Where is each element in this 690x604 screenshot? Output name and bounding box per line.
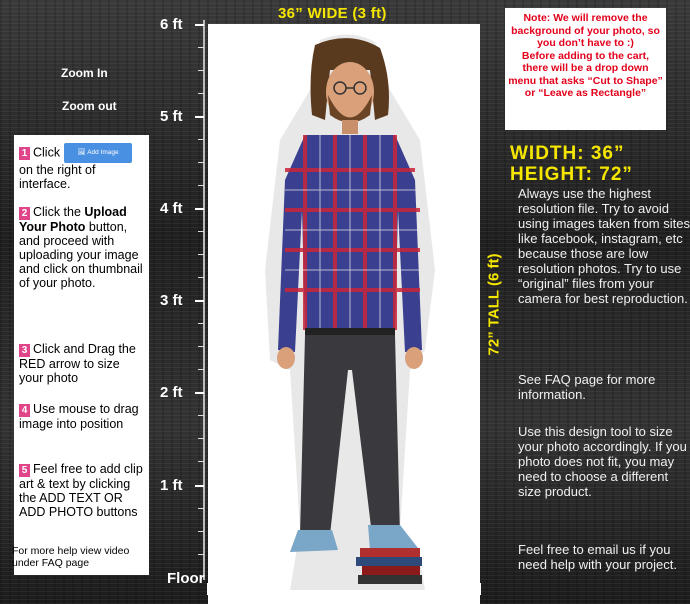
ruler-mark-1ft: 1 ft	[160, 477, 183, 494]
faq-info: See FAQ page for more information.	[518, 372, 656, 402]
ruler-minor-tick	[198, 438, 204, 439]
ruler-mark-2ft: 2 ft	[160, 384, 183, 401]
step-number: 4	[19, 404, 30, 417]
step-text: Feel free to add clip art & text by clicking the ADD TEXT OR ADD PHOTO buttons	[19, 462, 143, 519]
ruler-minor-tick	[198, 47, 204, 48]
ruler-minor-tick	[198, 369, 204, 370]
ruler-mark-4ft: 4 ft	[160, 200, 183, 217]
background-removal-note	[505, 8, 666, 130]
ruler-tick	[195, 392, 204, 394]
ruler-minor-tick	[198, 231, 204, 232]
zoom-out-button[interactable]: Zoom out	[62, 99, 117, 113]
ruler-minor-tick	[198, 323, 204, 324]
ruler-minor-tick	[198, 508, 204, 509]
upload-photo-label: Upload Your Photo	[19, 205, 127, 234]
note-line-1: Note: We will remove the background of your photo, so you don’t have to :)	[511, 12, 660, 49]
ruler-tick	[195, 208, 204, 210]
ruler-minor-tick	[198, 461, 204, 462]
ruler-tick	[195, 116, 204, 118]
ruler-minor-tick	[198, 254, 204, 255]
ruler-minor-tick	[198, 554, 204, 555]
step-2	[19, 205, 147, 290]
width-dimension: WIDTH: 36”	[510, 143, 625, 164]
email-info: Feel free to email us if you need help with your project.	[518, 542, 677, 572]
step-number: 1	[19, 147, 30, 160]
step-1	[19, 143, 147, 191]
step-number: 5	[19, 464, 30, 477]
ruler-minor-tick	[198, 415, 204, 416]
step-5	[19, 462, 147, 519]
step-number: 2	[19, 207, 30, 220]
note-line-2: Before adding to the cart, there will be a drop down menu that asks “Cut to Shape” or “Leave as Rectangle”	[508, 49, 663, 99]
step-text: Click the	[33, 205, 85, 219]
instructions-panel	[14, 135, 149, 575]
step-text: Use mouse to drag image into position	[19, 402, 139, 431]
person-photo[interactable]	[250, 30, 450, 590]
ruler-minor-tick	[198, 346, 204, 347]
ruler-tick	[195, 24, 204, 26]
step-4	[19, 402, 147, 431]
step-3	[19, 342, 147, 385]
ruler-mark-5ft: 5 ft	[160, 108, 183, 125]
ruler-minor-tick	[198, 139, 204, 140]
step-text: Click	[33, 145, 61, 160]
ruler-minor-tick	[198, 185, 204, 186]
sizing-info: Use this design tool to size your photo accordingly. If you photo does not fit, you may need to choose a different size product.	[518, 424, 687, 499]
resolution-info: Always use the highest resolution file. Try to avoid using images taken from sites like facebook, instagram, etc because those are low resolution photos. Try to use “original” files from your camera for best reproduction.	[518, 186, 690, 306]
faq-help-text: For more help view video under FAQ page	[12, 545, 130, 569]
ruler-floor-label: Floor	[167, 570, 205, 587]
step-text: button, and proceed with uploading your image and click on thumbnail of your photo.	[19, 220, 143, 290]
zoom-in-button[interactable]: Zoom In	[61, 66, 108, 80]
add-image-button[interactable]: 🖼 Add Image	[64, 143, 132, 163]
width-label: 36” WIDE (3 ft)	[278, 5, 387, 22]
height-label: 72” TALL (6 ft)	[485, 253, 503, 356]
ruler-minor-tick	[198, 70, 204, 71]
ruler-minor-tick	[198, 162, 204, 163]
step-text: Click and Drag the RED arrow to size your photo	[19, 342, 136, 385]
ruler-tick	[195, 300, 204, 302]
height-dimension: HEIGHT: 72”	[510, 164, 633, 185]
ruler-mark-3ft: 3 ft	[160, 292, 183, 309]
ruler-minor-tick	[198, 93, 204, 94]
ruler-tick	[195, 485, 204, 487]
ruler-minor-tick	[198, 277, 204, 278]
ruler-mark-6ft: 6 ft	[160, 16, 183, 33]
step-number: 3	[19, 344, 30, 357]
step-text: on the right of interface.	[19, 163, 96, 191]
ruler-minor-tick	[198, 531, 204, 532]
